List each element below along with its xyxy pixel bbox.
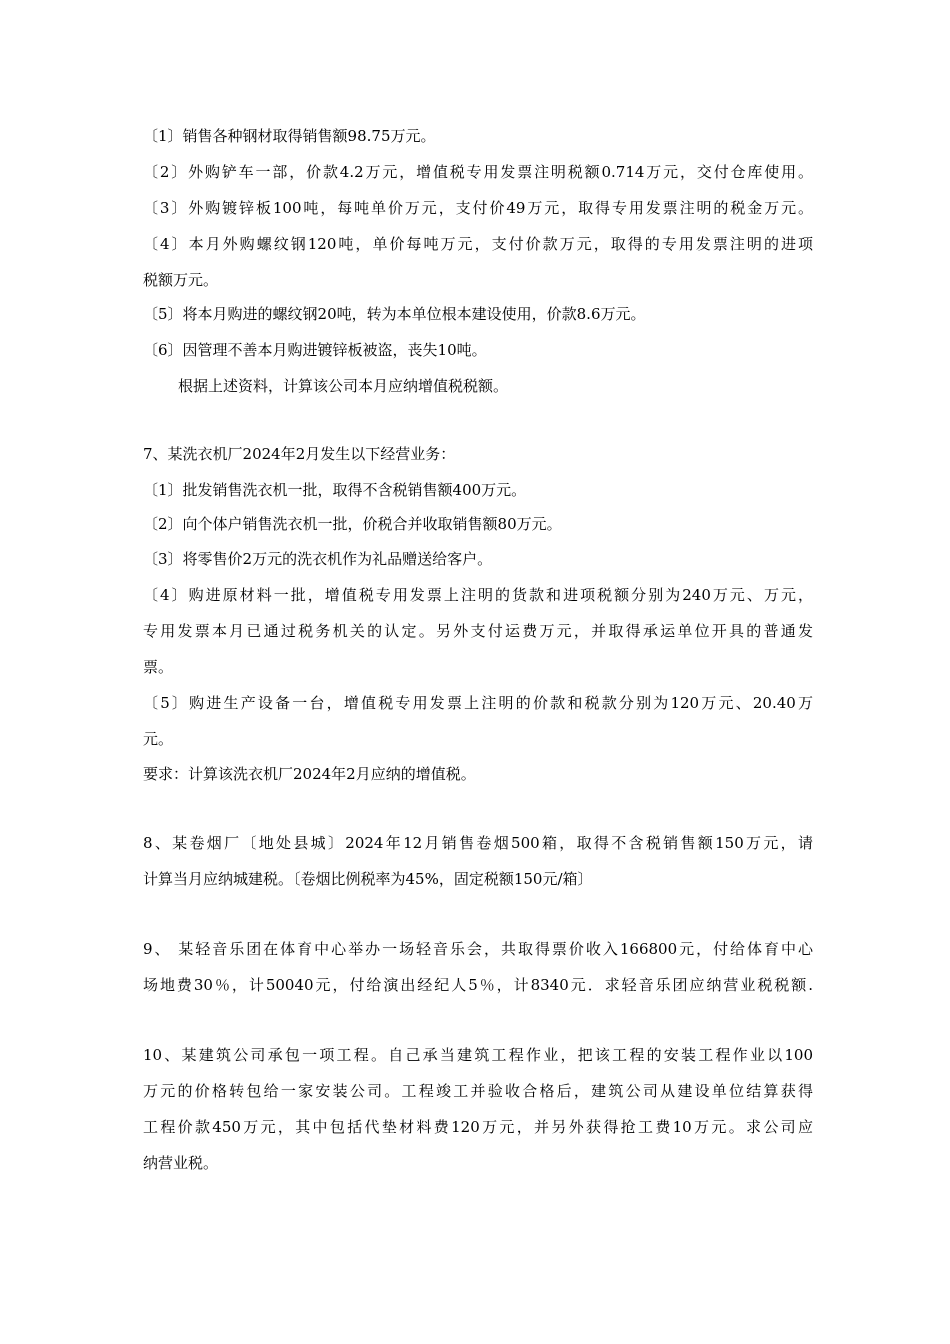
q7-item-2: 〔2〕向个体户销售洗衣机一批，价税合并收取销售额80万元。	[143, 515, 562, 533]
q9-line-1: 9、 某轻音乐团在体育中心举办一场轻音乐会，共取得票价收入166800元，付给体育中心	[143, 940, 813, 958]
q8-line-1: 8、某卷烟厂〔地处县城〕2024年12月销售卷烟500箱，取得不含税销售额150万元，请	[143, 834, 813, 852]
q7-item-4-end: 票。	[143, 658, 174, 676]
q6-item-3: 〔3〕外购镀锌板100吨，每吨单价万元，支付价49万元，取得专用发票注明的税金万元。	[143, 199, 813, 217]
q6-item-1: 〔1〕销售各种钢材取得销售额98.75万元。	[143, 127, 436, 145]
q10-line-1: 10、某建筑公司承包一项工程。自己承当建筑工程作业，把该工程的安装工程作业以100	[143, 1046, 813, 1064]
q7-item-5-end: 元。	[143, 730, 174, 748]
q7-item-1: 〔1〕批发销售洗衣机一批，取得不含税销售额400万元。	[143, 481, 527, 499]
q7-requirement: 要求：计算该洗衣机厂2024年2月应纳的增值税。	[143, 765, 476, 783]
q7-item-5: 〔5〕购进生产设备一台，增值税专用发票上注明的价款和税款分别为120万元、20.40万	[143, 694, 813, 712]
q6-requirement: 根据上述资料，计算该公司本月应纳增值税税额。	[178, 377, 509, 395]
q10-line-2: 万元的价格转包给一家安装公司。工程竣工并验收合格后，建筑公司从建设单位结算获得	[143, 1082, 813, 1100]
q7-item-4-cont: 专用发票本月已通过税务机关的认定。另外支付运费万元，并取得承运单位开具的普通发	[143, 622, 813, 640]
q10-line-4: 纳营业税。	[143, 1154, 219, 1172]
q6-item-6: 〔6〕因管理不善本月购进镀锌板被盗，丧失10吨。	[143, 341, 487, 359]
q6-item-2: 〔2〕外购铲车一部，价款4.2万元，增值税专用发票注明税额0.714万元，交付仓库使用。	[143, 163, 813, 181]
q7-title: 7、某洗衣机厂2024年2月发生以下经营业务：	[143, 445, 456, 463]
q7-item-3: 〔3〕将零售价2万元的洗衣机作为礼品赠送给客户。	[143, 550, 493, 568]
q7-item-4: 〔4〕购进原材料一批，增值税专用发票上注明的货款和进项税额分别为240万元、万元，	[143, 586, 813, 604]
q6-item-5: 〔5〕将本月购进的螺纹钢20吨，转为本单位根本建设使用，价款8.6万元。	[143, 305, 646, 323]
q8-line-2: 计算当月应纳城建税。〔卷烟比例税率为45%，固定税额150元/箱〕	[143, 870, 593, 888]
q6-item-4: 〔4〕本月外购螺纹钢120吨，单价每吨万元，支付价款万元，取得的专用发票注明的进项	[143, 235, 813, 253]
q9-line-2: 场地费30％，计50040元，付给演出经纪人5％，计8340元．求轻音乐团应纳营业税税额.	[143, 976, 813, 994]
q6-item-4-cont: 税额万元。	[143, 271, 219, 289]
q10-line-3: 工程价款450万元，其中包括代垫材料费120万元，并另外获得抢工费10万元。求公司应	[143, 1118, 813, 1136]
